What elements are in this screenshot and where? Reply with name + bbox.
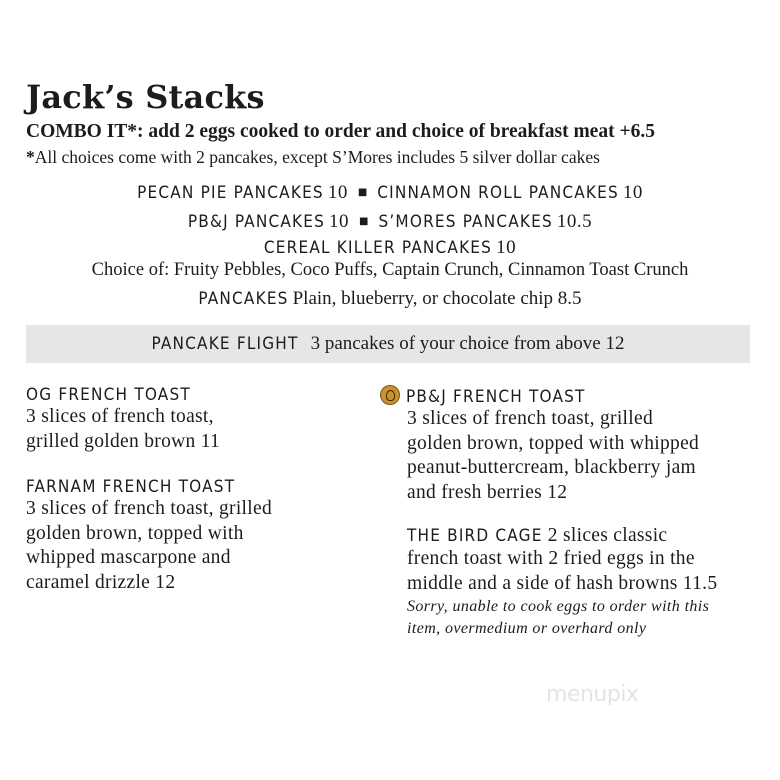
cereal-killer-pancakes-price: 10 [496,237,517,258]
smores-pancakes-price: 10.5 [556,211,593,232]
menupix-watermark: menupix [546,682,639,707]
bird-cage-note-line: item, overmedium or overhard only [407,620,647,637]
farnam-french-toast-name: FARNAM FRENCH TOAST [26,477,236,497]
bird-cage-desc-first: 2 slices classic [542,525,668,546]
pbj-french-toast-item [380,385,699,505]
asterisk: * [26,147,35,167]
pbj-pancakes-price: 10 [329,211,350,232]
pancake-row-2 [0,211,780,233]
pbj-french-toast-desc-line: peanut-buttercream, blackberry jam [407,457,697,478]
farnam-french-toast-desc-line: caramel drizzle 12 [26,571,176,593]
bird-cage-desc-line: french toast with 2 fried eggs in the [407,548,695,569]
og-french-toast-name: OG FRENCH TOAST [26,385,191,405]
pancake-row-3 [0,237,780,259]
pancake-flight-description: 3 pancakes of your choice from above 12 [310,333,625,354]
pancake-row-1 [0,182,780,204]
cereal-choices: Choice of: Fruity Pebbles, Coco Puffs, Captain Crunch, Cinnamon Toast Crunch [91,260,689,280]
bird-cage-note-line: Sorry, unable to cook eggs to order with this [407,598,710,615]
farnam-french-toast-desc-line: 3 slices of french toast, grilled [26,498,272,519]
pecan-pie-pancakes-price: 10 [327,182,348,203]
bird-cage-item [407,525,717,640]
og-french-toast-item [26,385,220,454]
pancake-flight-banner [26,325,750,363]
og-french-toast-desc-line: 3 slices of french toast, [26,406,214,427]
separator-square: ■ [357,187,368,198]
pancake-note-text: All choices come with 2 pancakes, except S’Mores includes 5 silver dollar cakes [34,147,600,167]
combo-offer: COMBO IT*: add 2 eggs cooked to order and choice of breakfast meat +6.5 [26,121,655,142]
pecan-pie-pancakes-name: PECAN PIE PANCAKES [137,183,324,203]
pbj-french-toast-name: PB&J FRENCH TOAST [406,387,586,407]
signature-badge-icon [380,385,400,405]
pbj-french-toast-desc-line: and fresh berries 12 [407,481,568,503]
pancake-flight-name: PANCAKE FLIGHT [151,334,299,354]
pbj-pancakes-name: PB&J PANCAKES [187,212,326,232]
pancake-note [26,147,600,168]
plain-pancakes-name: PANCAKES [198,289,289,309]
og-french-toast-desc-line: grilled golden brown 11 [26,430,221,452]
menu-title: Jack’s Stacks [26,78,265,116]
smores-pancakes-name: S’MORES PANCAKES [378,212,553,232]
separator-square: ■ [359,216,369,227]
bird-cage-name: THE BIRD CAGE [407,526,543,546]
cinnamon-roll-pancakes-price: 10 [622,182,643,203]
pbj-french-toast-desc-line: 3 slices of french toast, grilled [407,408,653,429]
pancake-row-plain [0,288,780,310]
farnam-french-toast-item [26,477,272,595]
plain-pancakes-description: Plain, blueberry, or chocolate chip 8.5 [292,288,582,309]
cereal-killer-pancakes-name: CEREAL KILLER PANCAKES [263,238,493,258]
bird-cage-desc-line: middle and a side of hash browns 11.5 [407,572,718,594]
cinnamon-roll-pancakes-name: CINNAMON ROLL PANCAKES [377,183,619,203]
farnam-french-toast-desc-line: golden brown, topped with [26,522,244,544]
farnam-french-toast-desc-line: whipped mascarpone and [26,547,231,568]
pbj-french-toast-desc-line: golden brown, topped with whipped [407,432,700,454]
